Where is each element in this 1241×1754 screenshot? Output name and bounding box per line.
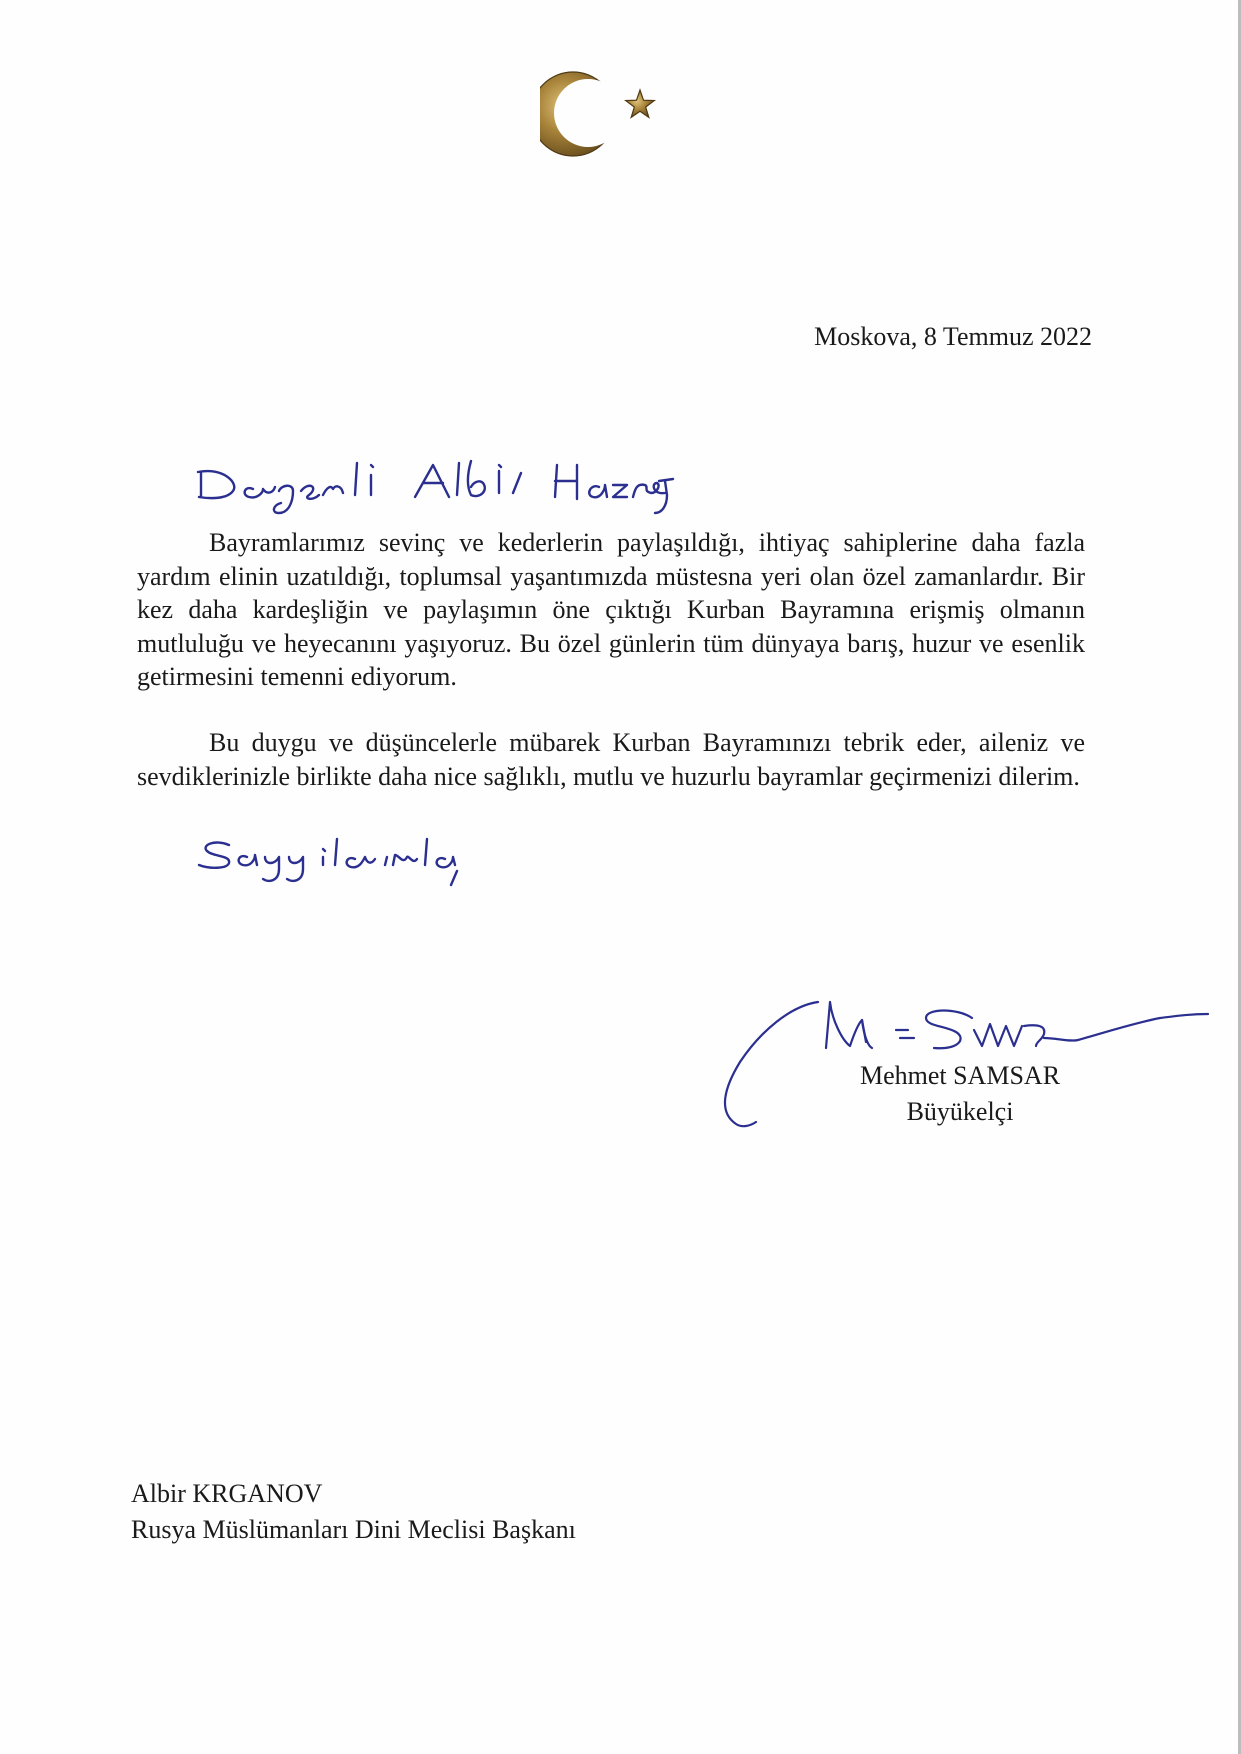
body-paragraph-1: Bayramlarımız sevinç ve kederlerin paylaşıldığı, ihtiyaç sahiplerine daha fazla yardım elinin uzatıldığı, toplumsal yaşantımızda müstesna yeri olan özel zamanlardır. Bir kez daha kardeşliğin ve paylaşımın öne çıktığı Kurban Bayramına erişmiş olmanın mutluluğu ve heyecanını yaşıyoruz. Bu özel günlerin tüm dünyaya barış, huzur ve esenlik getirmesini temenni ediyorum. xyxy=(137,528,1085,691)
recipient-title: Rusya Müslümanları Dini Meclisi Başkanı xyxy=(131,1515,576,1544)
handwritten-closing xyxy=(195,835,505,895)
crescent-and-star-icon xyxy=(540,60,690,170)
body-paragraph-2: Bu duygu ve düşüncelerle mübarek Kurban Bayramınızı tebrik eder, aileniz ve sevdiklerinizle birlikte daha nice sağlıklı, mutlu ve huzurlu bayramlar geçirmenizi dilerim. xyxy=(137,728,1085,791)
signatory-name: Mehmet SAMSAR xyxy=(859,1061,1061,1090)
letter-date: Moskova, 8 Temmuz 2022 xyxy=(814,322,1092,351)
recipient-block xyxy=(131,1476,576,1548)
signatory-title: Büyükelçi xyxy=(906,1097,1014,1126)
handwritten-salutation xyxy=(195,455,675,525)
recipient-name: Albir KRGANOV xyxy=(131,1479,323,1508)
signature-block xyxy=(835,1058,1085,1130)
